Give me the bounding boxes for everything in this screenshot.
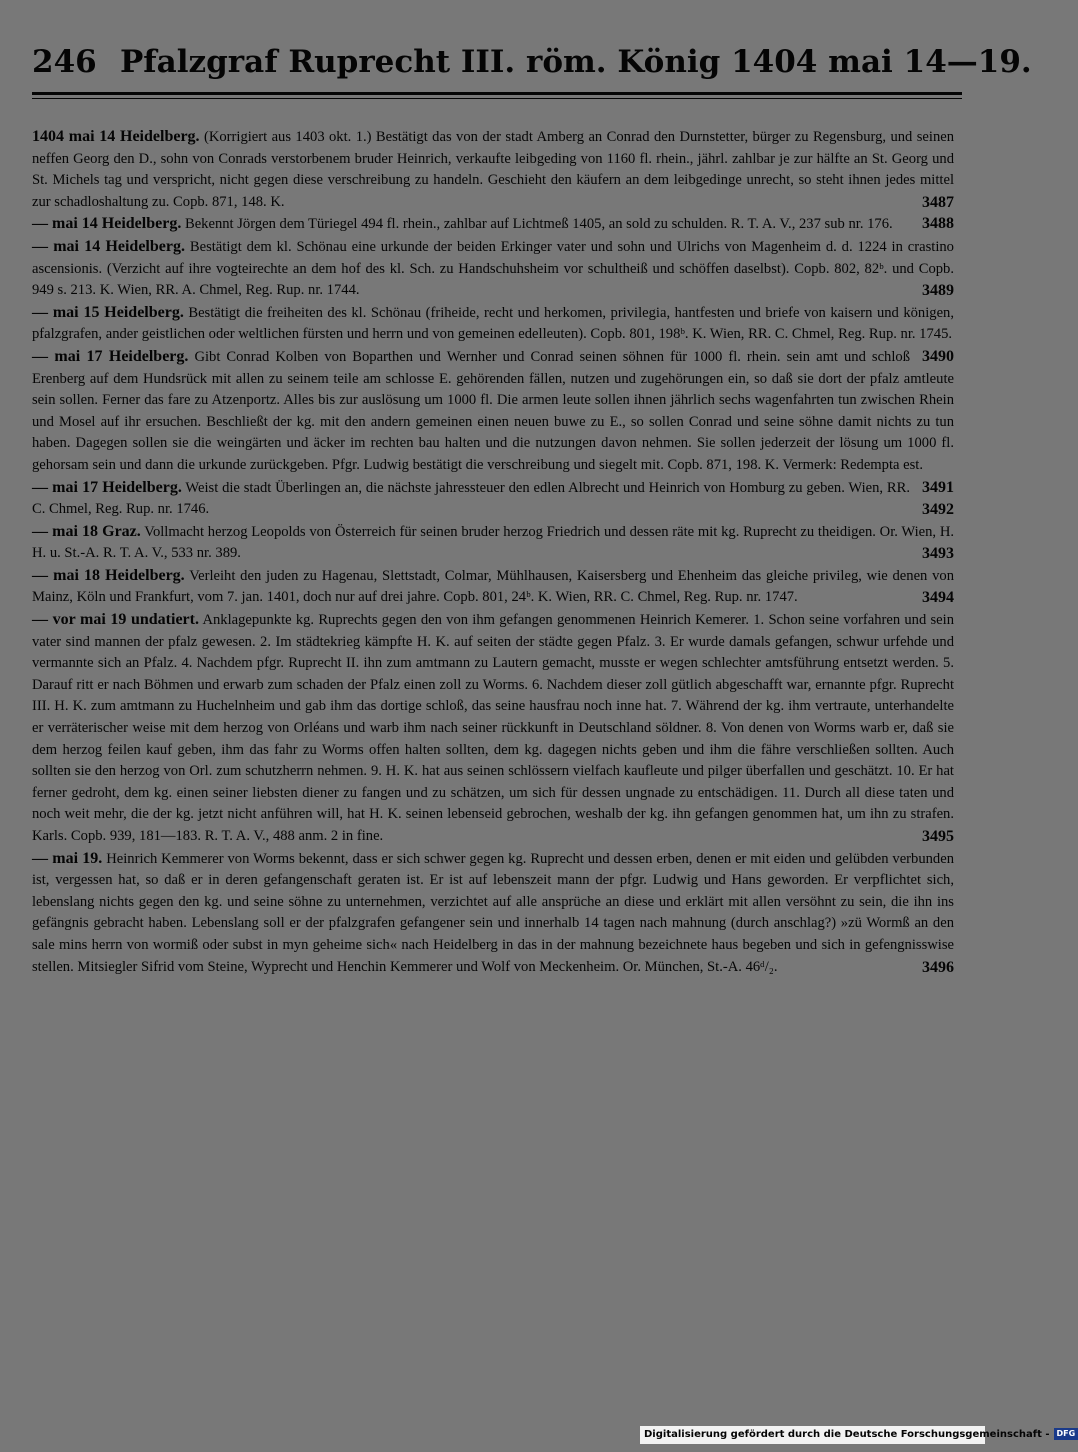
entry-text: Bestätigt die freiheiten des kl. Schönau (friheide, recht und herkomen, privilegia, hantfesten und briefe von kaisern und königen, pfalzgrafen, ander geistlichen oder weltlichen fürsten und herrn und von gemeinen edelleuten). Copb. 801, 198ᵇ. K. Wien, RR. C. Chmel, Reg. Rup. nr. 1745. (32, 304, 954, 343)
footer-text: Digitalisierung gefördert durch die Deutsche Forschungsgemeinschaft - (644, 1429, 1050, 1440)
regest-entry (32, 848, 954, 979)
entry-text: Bestätigt dem kl. Schönau eine urkunde der beiden Erkinger vater und sohn und Ulrichs von Magenheim d. d. 1224 in crastino ascensionis. (Verzicht auf ihre vogteirechte an dem hof des kl. Sch. zu Handschuhsheim vor schultheiß und schöffen daselbst). Copb. 802, 82ᵇ. und Copb. 949 s. 213. K. Wien, RR. A. Chmel, Reg. Rup. nr. 1744. (32, 238, 954, 299)
dfg-logo-icon: DFG (1054, 1428, 1078, 1440)
entry-text: Weist die stadt Überlingen an, die nächste jahressteuer den edlen Albrecht und Heinrich von Homburg zu geben. Wien, RR. C. Chmel, Reg. Rup. nr. 1746. (32, 479, 910, 518)
entry-number: 3494 (922, 589, 954, 607)
entry-number: 3489 (922, 282, 954, 300)
footer-credit (640, 1426, 1076, 1444)
entry-text: Verleiht den juden zu Hagenau, Slettstadt, Colmar, Mühlhausen, Kaisersberg und Ehenheim das gleiche privileg, wie denen von Mainz, Köln und Frankfurt, vom 7. jan. 1401, doch nur auf drei jahre. Copb. 801, 24ᵇ. K. Wien, RR. C. Chmel, Reg. Rup. nr. 1747. (32, 567, 955, 606)
entry-text: Gibt Conrad Kolben von Boparthen und Wernher und Conrad seinen söhnen für 1000 fl. rhein. sein amt und schloß Erenberg auf dem Hundsrück mit allen zu seinem teile am schlosse E. gehörenden fällen, nutzen und zugehörungen ein, so daß sie dort der pfalz amtleute sein sollen. Ferner das fare zu Atzenportz. Alles bis zur auslösung um 1000 fl. Die armen leute sollen ihnen jährlich sechs wagenfahrten tun zwischen Rhein und Mosel auf ihr ersuchen. Beschließt der kg. mit den andern gemeinen einen neuen buwe zu E., so sollen Conrad und seine söhne damit nichts zu tun haben. Dagegen sollen sie die weingärten und äcker im rechten bau halten und die nutzungen davon nehmen. Sie sollen jederzeit der lösung um 1000 fl. gehorsam sein und dann die urkunde zurückgeben. Pfgr. Ludwig bestätigt die verschreibung und siegelt mit. Copb. 871, 198. K. Vermerk: Redempta est. (32, 348, 954, 473)
entry-number: 3495 (922, 828, 954, 845)
entry-text: Anklagepunkte kg. Ruprechts gegen den von ihm gefangen genommenen Heinrich Kemerer. 1. Schon seine vorfahren und sein vater sind mannen der pfalz gewesen. 2. Im städtekrieg kämpfte H. K. auf seiten der städte gegen Pfalz. 3. Er wurde damals gefangen, schwur urfehde und vermannte sich an Pfalz. 4. Nachdem pfgr. Ruprecht II. ihn zum amtmann zu Lautern gemacht, musste er wegen schlechter amtsführung entsetzt werden. 5. Darauf ritt er nach Böhmen und erwarb zum schaden der Pfalz einen zoll zu Worms. 6. Nachdem dieser zoll gütlich abgeschafft war, ernannte pfgr. Ruprecht III. H. K. zum amtmann zu Huchelnheim und gab ihm das dortige schloß, das seine hausfrau noch inne hat. 7. Während der kg. ihm vertraute, unterhandelte er verräterischer weise mit dem herzog von Orléans und warb ihm nach seiner rückkunft in Deutschland söldner. 8. Von denen von Worms warb er, daß sie dem herzog feilen kauf geben, ihm das fahr zu Worms offen halten sollten, dem kg. dagegen nichts geben und ihm die fähre verschließen sollten. Auch sollten sie den herzog von Orl. zum schutzherrn nehmen. 9. H. K. hat aus seinen schlössern vielfach kaufleute und pilger überfallen und geschätzt. 10. Er hat ferner gedroht, dem kg. einen seiner liebsten diener zu fangen und zu schätzen, um sich für dessen ungnade zu entschädigen. 11. Durch all diese taten und noch weit mehr, die der kg. jetzt nicht anführen will, hat H. K. seinen lebenseid gebrochen, weshalb der kg. ihn gefangen genommen hat, um ihn zu strafen. Karls. Copb. 939, 181—183. R. T. A. V., 488 anm. 2 in fine. (32, 612, 955, 844)
entry-date-place: — vor mai 19 undatiert. (32, 611, 199, 629)
entry-date-place: — mai 15 Heidelberg. (32, 303, 184, 321)
regest-entry (32, 346, 954, 496)
entry-text: Vollmacht herzog Leopolds von Österreich für seinen bruder herzog Friedrich und dessen räte mit kg. Ruprecht zu theidigen. Or. Wien, H. H. u. St.-A. R. T. A. V., 533 nr. 389. (32, 523, 955, 562)
entry-date-place: — mai 17 Heidelberg. (32, 478, 182, 496)
entry-number: 3491 (922, 478, 954, 496)
entry-date-place: — mai 18 Heidelberg. (32, 566, 185, 584)
page-number: 246 (32, 44, 97, 80)
entry-date-place: — mai 14 Heidelberg. (32, 215, 182, 233)
header-rule (32, 92, 962, 95)
entry-number: 3493 (922, 545, 954, 563)
entry-date-place: — mai 19. (32, 849, 103, 867)
regest-entry (32, 521, 954, 565)
regest-entry (32, 565, 954, 609)
entry-text: Bekennt Jörgen dem Türiegel 494 fl. rhein., zahlbar auf Lichtmeß 1405, an sold zu schulden. R. T. A. V., 237 sub nr. 176. (184, 216, 893, 233)
page-title: Pfalzgraf Ruprecht III. röm. König 1404 mai 14—19. (120, 44, 1032, 80)
header-rule-thin (32, 98, 962, 99)
entry-number: 3496 (922, 958, 954, 976)
entry-number: 3492 (922, 501, 954, 519)
entry-number: 3488 (922, 215, 954, 233)
regest-entry (32, 609, 954, 848)
regest-entry (32, 213, 954, 236)
entry-date-place: — mai 14 Heidelberg. (32, 237, 185, 255)
entry-text: (Korrigiert aus 1403 okt. 1.) Bestätigt das von der stadt Amberg an Conrad den Durnstetter, bürger zu Regensburg, und seinen neffen Georg den D., sohn von Conrads verstorbenem bruder Heinrich, verkaufte leibgeding von 1160 fl. rhein., jährl. zahlbar je zur hälfte an St. Georg und St. Michels tag und verspricht, nicht gegen diese verschreibung zu handeln. Geschieht den käufern an dem leibgedinge unrecht, so steht ihnen jedes mittel zur schadloshaltung zu. Copb. 871, 148. K. (32, 129, 955, 210)
entry-date-place: — mai 18 Graz. (32, 522, 141, 540)
entry-text: Heinrich Kemmerer von Worms bekennt, dass er sich schwer gegen kg. Ruprecht und dessen erben, denen er mit eiden und gelübden verbunden ist, vergessen hat, so daß er in deren gefangenschaft geraten ist. Er ist auf lebenszeit mann der pfgr. Ludwig und Hans geworden. Er verpflichtet sich, lebenslang nichts gegen den kg. und seine söhne zu unternehmen, verzichtet auf alle ansprüche an diese und erklärt mit allen versöhnt zu sein, die ihn ins gefängnis gebracht haben. Lebenslang soll er der pfalzgrafen gefangener sein und innerhalb 14 tagen nach mahnung (durch anschlag?) »zü Wormß an den sale mins herrn von wormiß oder subst in myn geheime sich« nach Heidelberg in das in der mahnung bezeichnete haus begeben und sich in gefengnisswise stellen. Mitsiegler Sifrid vom Steine, Wyprecht und Henchin Kemmerer und Wolf von Meckenheim. Or. München, St.-A. 46ᵈ/₂. (32, 850, 954, 975)
page-header (32, 42, 1032, 82)
regest-entry (32, 477, 954, 521)
regest-list (32, 126, 954, 978)
entry-date-place: — mai 17 Heidelberg. (32, 347, 189, 365)
entry-number: 3487 (922, 193, 954, 211)
entry-number: 3490 (922, 347, 954, 365)
regest-entry (32, 126, 954, 213)
entry-date-place: 1404 mai 14 Heidelberg. (32, 128, 200, 145)
regest-entry (32, 236, 954, 302)
